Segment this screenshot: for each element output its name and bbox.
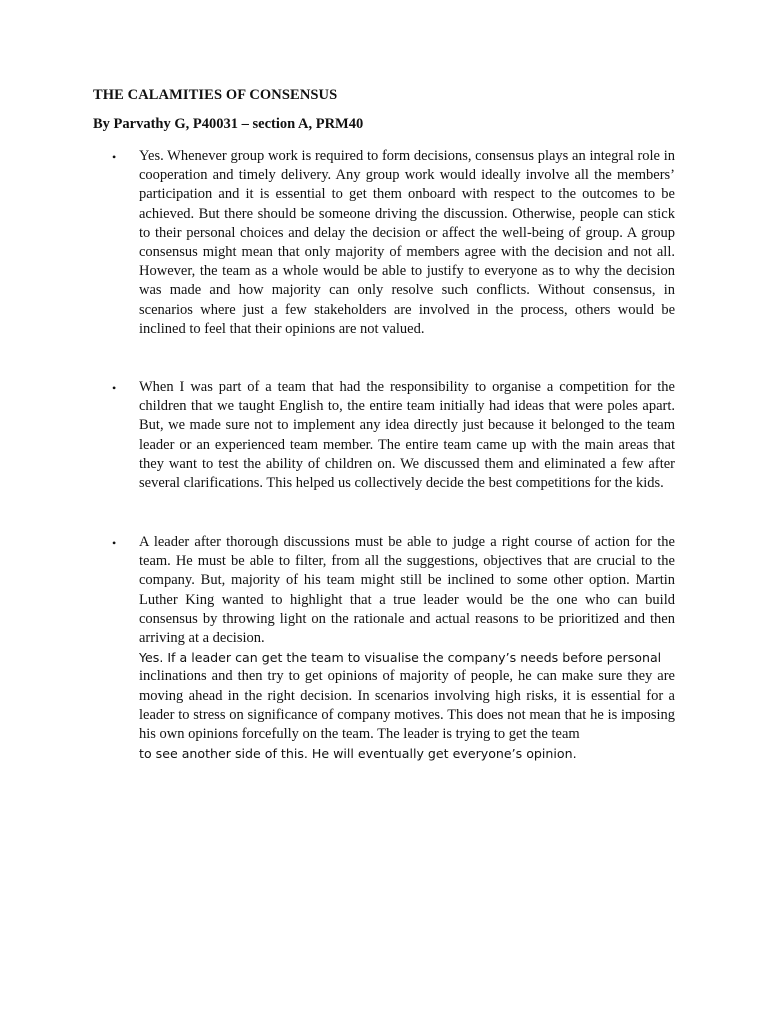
continuation-lead: Yes. If a leader can get the team to visualise the company’s needs before personal xyxy=(139,650,662,666)
bullet-paragraph xyxy=(139,378,675,493)
bullet-text: A leader after thorough discussions must be able to judge a right course of action for the team. He must be able to filter, from all the suggestions, objectives that are crucial to the company. But, majority of his team might still be inclined to some other option. Martin Luther King wanted to highlight that a true leader would be the one who can build consensus by throwing light on the rationale and actual reasons to be prioritized and then arriving at a decision. xyxy=(139,534,675,647)
bullet-dot: • xyxy=(112,381,117,395)
bullet-text: Yes. Whenever group work is required to form decisions, consensus plays an integral role in cooperation and timely delivery. Any group work would ideally involve all the members’ participation and it is essential to get them onboard with respect to the outcomes to be achieved. But there should be someone driving the discussion. Otherwise, people can stick to their personal choices and delay the decision or affect the well-being of group. A group consensus might mean that only majority of members agree with the decision and not all. However, the team as a whole would be able to justify to everyone as to why the decision was made and how majority can only resolve such conflicts. Without consensus, in scenarios where just a few stakeholders are involved in the process, others would be inclined to feel that their opinions are not valued. xyxy=(139,148,675,337)
document-title: THE CALAMITIES OF CONSENSUS xyxy=(93,87,338,103)
document-byline: By Parvathy G, P40031 – section A, PRM40 xyxy=(93,116,364,132)
bullet-paragraph xyxy=(139,147,675,339)
continuation-body: inclinations and then try to get opinions of majority of people, he can make sure they are moving ahead in the right decision. In scenarios involving high risks, it is essential for a leader to stress on significance of company motives. This does not mean that he is imposing his own opinions forcefully on the team. The leader is trying to get the team xyxy=(139,668,675,743)
bullet-dot: • xyxy=(112,150,117,164)
bullet-dot: • xyxy=(112,536,117,550)
bullet-paragraph xyxy=(139,533,675,763)
bullet-text: When I was part of a team that had the responsibility to organise a competition for the children that we taught English to, the entire team initially had ideas that were poles apart. But, we made sure not to implement any idea directly just because it belonged to the team leader or an experienced team member. The entire team came up with the main areas that they want to test the ability of children on. We discussed them and eliminated a few after several clarifications. This helped us collectively decide the best competitions for the kids. xyxy=(139,379,675,492)
continuation-tail: to see another side of this. He will eventually get everyone’s opinion. xyxy=(139,746,577,762)
